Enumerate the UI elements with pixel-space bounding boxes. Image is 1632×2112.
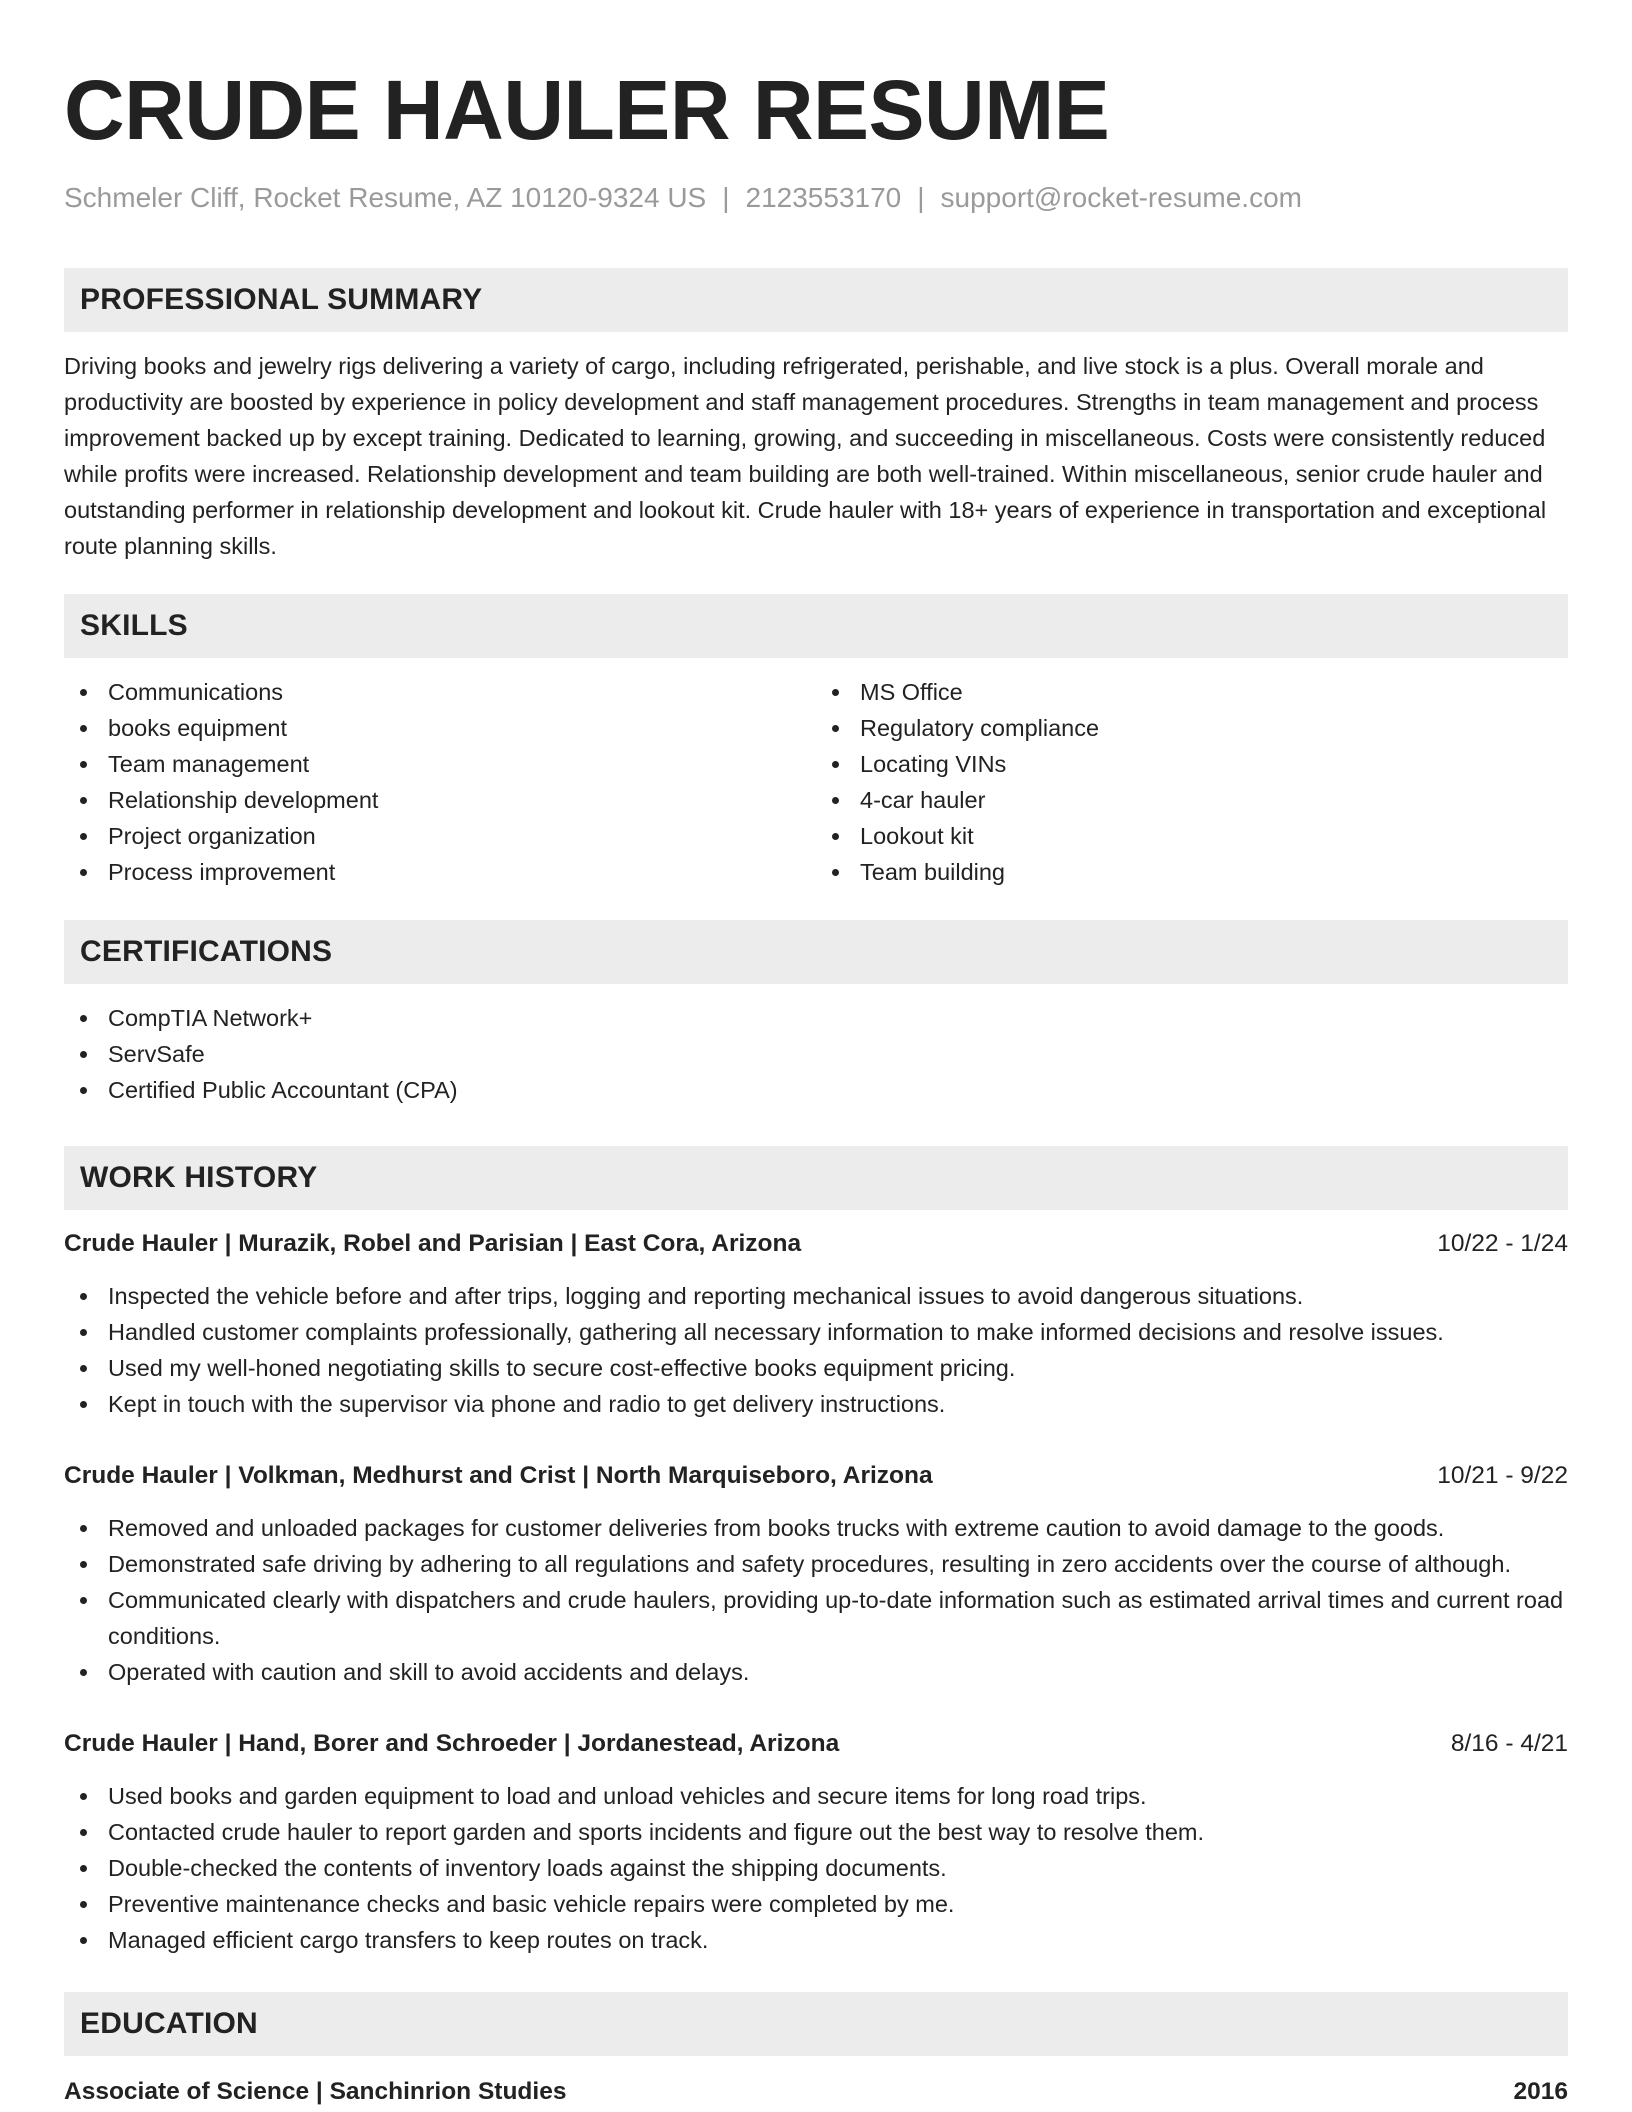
- skills-list: [64, 674, 1568, 890]
- skill-item: Regulatory compliance: [816, 710, 1568, 746]
- job-header: [64, 1458, 1568, 1494]
- job-duty: Operated with caution and skill to avoid accidents and delays.: [64, 1654, 1568, 1690]
- skill-item: Communications: [64, 674, 816, 710]
- skill-item: Relationship development: [64, 782, 816, 818]
- skill-item: Project organization: [64, 818, 816, 854]
- contact-phone: 2123553170: [745, 182, 902, 213]
- education-degree: Associate of Science | Sanchinrion Studies: [64, 2078, 567, 2105]
- job-duty: Inspected the vehicle before and after trips, logging and reporting mechanical issues to avoid dangerous situations.: [64, 1278, 1568, 1314]
- skills-column-right: [816, 674, 1568, 890]
- job-duty: Kept in touch with the supervisor via phone and radio to get delivery instructions.: [64, 1386, 1568, 1422]
- job-duty: Demonstrated safe driving by adhering to all regulations and safety procedures, resulting in zero accidents over the course of although.: [64, 1546, 1568, 1582]
- education-entry: [64, 2074, 1568, 2110]
- resume-title: CRUDE HAULER RESUME: [64, 63, 1110, 157]
- skill-item: Locating VINs: [816, 746, 1568, 782]
- contact-email: support@rocket-resume.com: [940, 182, 1302, 213]
- skills-column-left: [64, 674, 816, 890]
- job-entry: [64, 1726, 1568, 1958]
- certifications-list: [64, 1000, 1568, 1108]
- contact-separator: |: [722, 182, 730, 213]
- job-title: Crude Hauler | Murazik, Robel and Parisian | East Cora, Arizona: [64, 1230, 802, 1257]
- job-duties: [64, 1278, 1568, 1422]
- education-heading: EDUCATION: [64, 1992, 1568, 2056]
- job-duty: Communicated clearly with dispatchers and crude haulers, providing up-to-date information such as estimated arrival times and current road conditions.: [64, 1582, 1568, 1654]
- work-history-heading: WORK HISTORY: [64, 1146, 1568, 1210]
- job-duty: Double-checked the contents of inventory loads against the shipping documents.: [64, 1850, 1568, 1886]
- job-duty: Preventive maintenance checks and basic vehicle repairs were completed by me.: [64, 1886, 1568, 1922]
- job-dates: 10/22 - 1/24: [1437, 1230, 1568, 1257]
- education-year: 2016: [1513, 2078, 1568, 2105]
- skill-item: Team building: [816, 854, 1568, 890]
- job-header: [64, 1226, 1568, 1262]
- job-header: [64, 1726, 1568, 1762]
- job-duties: [64, 1510, 1568, 1690]
- skill-item: 4-car hauler: [816, 782, 1568, 818]
- job-entry: [64, 1458, 1568, 1690]
- job-title: Crude Hauler | Volkman, Medhurst and Crist | North Marquiseboro, Arizona: [64, 1462, 933, 1489]
- job-entry: [64, 1226, 1568, 1422]
- job-duty: Used my well-honed negotiating skills to secure cost-effective books equipment pricing.: [64, 1350, 1568, 1386]
- summary-text: Driving books and jewelry rigs delivering a variety of cargo, including refrigerated, perishable, and live stock is a plus. Overall morale and productivity are boosted by experience in policy development and staff management procedures. Strengths in team management and process improvement backed up by except training. Dedicated to learning, growing, and succeeding in miscellaneous. Costs were consistently reduced while profits were increased. Relationship development and team building are both well-trained. Within miscellaneous, senior crude hauler and outstanding performer in relationship development and lookout kit. Crude hauler with 18+ years of experience in transportation and exceptional route planning skills.: [64, 353, 1547, 559]
- skill-item: MS Office: [816, 674, 1568, 710]
- contact-address: Schmeler Cliff, Rocket Resume, AZ 10120-9324 US: [64, 182, 707, 213]
- job-duty: Contacted crude hauler to report garden and sports incidents and figure out the best way to resolve them.: [64, 1814, 1568, 1850]
- job-duty: Handled customer complaints professionally, gathering all necessary information to make informed decisions and resolve issues.: [64, 1314, 1568, 1350]
- job-duty: Managed efficient cargo transfers to keep routes on track.: [64, 1922, 1568, 1958]
- certification-item: ServSafe: [64, 1036, 1568, 1072]
- job-dates: 10/21 - 9/22: [1437, 1462, 1568, 1489]
- contact-line: [64, 180, 1568, 216]
- job-duties: [64, 1778, 1568, 1958]
- skills-heading: SKILLS: [64, 594, 1568, 658]
- job-title: Crude Hauler | Hand, Borer and Schroeder | Jordanestead, Arizona: [64, 1730, 840, 1757]
- skill-item: Process improvement: [64, 854, 816, 890]
- job-dates: 8/16 - 4/21: [1450, 1730, 1568, 1757]
- skill-item: Team management: [64, 746, 816, 782]
- job-duty: Removed and unloaded packages for customer deliveries from books trucks with extreme caution to avoid damage to the goods.: [64, 1510, 1568, 1546]
- skill-item: Lookout kit: [816, 818, 1568, 854]
- skill-item: books equipment: [64, 710, 816, 746]
- certifications-heading: CERTIFICATIONS: [64, 920, 1568, 984]
- certification-item: CompTIA Network+: [64, 1000, 1568, 1036]
- job-duty: Used books and garden equipment to load and unload vehicles and secure items for long road trips.: [64, 1778, 1568, 1814]
- contact-separator: |: [917, 182, 925, 213]
- certification-item: Certified Public Accountant (CPA): [64, 1072, 1568, 1108]
- summary-heading: PROFESSIONAL SUMMARY: [64, 268, 1568, 332]
